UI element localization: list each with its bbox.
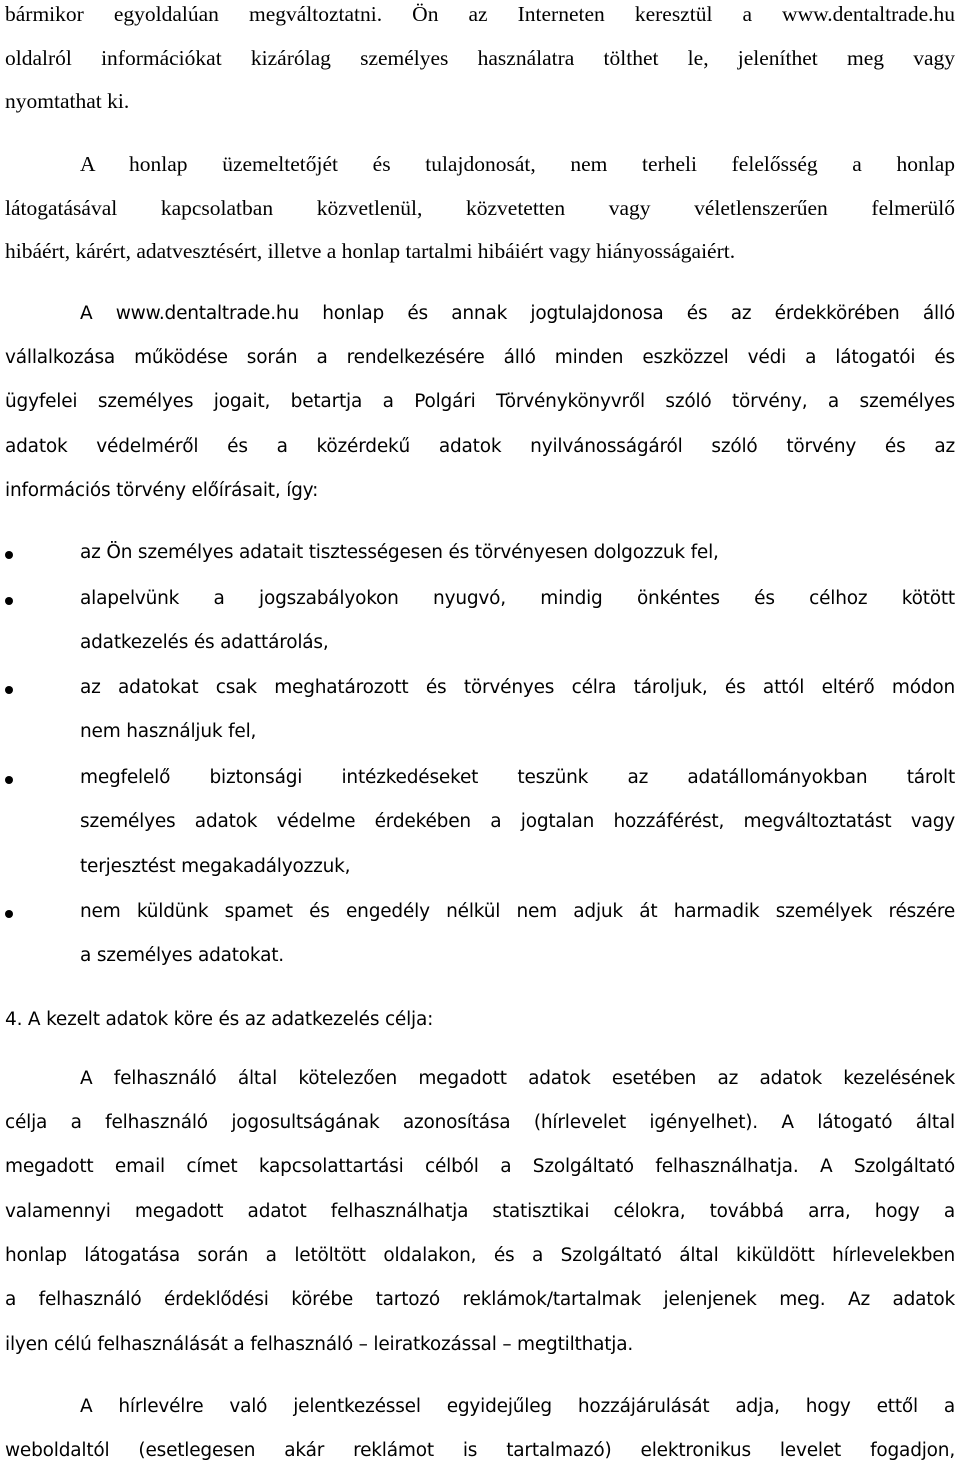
text-line: nyomtathat ki.: [5, 89, 130, 113]
text-line: A www.dentaltrade.hu honlap és annak jogtulajdonosa és az érdekkörében álló: [80, 303, 955, 324]
text-line: adatok védelméről és a közérdekű adatok nyilvánosságáról szóló törvény és az: [5, 436, 955, 457]
list-item-text: megfelelő biztonsági intézkedéseket teszünk az adatállományokban tárolt: [80, 767, 955, 788]
text-line: megadott email címet kapcsolattartási célból a Szolgáltató felhasználhatja. A Szolgáltató: [5, 1156, 955, 1177]
text-line: vállalkozása működése során a rendelkezésére álló minden eszközzel védi a látogatói és: [5, 347, 955, 368]
list-item-text: alapelvünk a jogszabályokon nyugvó, mindig önkéntes és célhoz kötött: [80, 588, 955, 609]
text-line: weboldaltól (esetlegesen akár reklámot is tartalmazó) elektronikus levelet fogadjon,: [5, 1440, 955, 1461]
text-line: a felhasználó érdeklődési körébe tartozó reklámok/tartalmak jelenjenek meg. Az adatok: [5, 1289, 955, 1310]
text-line: honlap látogatása során a letöltött oldalakon, és a Szolgáltató által kiküldött hírlevelekben: [5, 1245, 955, 1266]
list-item-text: a személyes adatokat.: [80, 945, 284, 966]
text-line: célja a felhasználó jogosultságának azonosítása (hírlevelet igényelhet). A látogató által: [5, 1112, 955, 1133]
text-line: A hírlevélre való jelentkezéssel egyidejűleg hozzájárulását adja, hogy ettől a: [80, 1396, 955, 1417]
text-line: ügyfelei személyes jogait, betartja a Polgári Törvénykönyvről szóló törvény, a személyes: [5, 391, 955, 412]
list-item-text: nem küldünk spamet és engedély nélkül nem adjuk át harmadik személyek részére: [80, 901, 955, 922]
bullet-icon: [5, 910, 13, 918]
list-item-text: terjesztést megakadályozzuk,: [80, 856, 351, 877]
bullet-icon: [5, 551, 13, 559]
text-line: hibáért, kárért, adatvesztésért, illetve a honlap tartalmi hibáiért vagy hiányosságaiért.: [5, 239, 736, 263]
text-line: A honlap üzemeltetőjét és tulajdonosát, nem terheli felelősség a honlap: [80, 152, 955, 176]
text-line: információs törvény előírásait, így:: [5, 480, 319, 501]
list-item-text: az adatokat csak meghatározott és törvényes célra tároljuk, és attól eltérő módon: [80, 677, 955, 698]
text-line: látogatásával kapcsolatban közvetlenül, közvetetten vagy véletlenszerűen felmerülő: [5, 196, 955, 220]
list-item-text: személyes adatok védelme érdekében a jogtalan hozzáférést, megváltoztatást vagy: [80, 811, 955, 832]
bullet-icon: [5, 597, 13, 605]
bullet-icon: [5, 776, 13, 784]
text-line: bármikor egyoldalúan megváltoztatni. Ön az Interneten keresztül a www.dentaltrade.hu: [5, 2, 955, 26]
list-item-text: nem használjuk fel,: [80, 721, 257, 742]
text-line: A felhasználó által kötelezően megadott adatok esetében az adatok kezelésének: [80, 1068, 955, 1089]
list-item-text: az Ön személyes adatait tisztességesen és törvényesen dolgozzuk fel,: [80, 542, 719, 563]
text-line: oldalról információkat kizárólag személyes használatra tölthet le, jeleníthet meg vagy: [5, 46, 955, 70]
text-line: ilyen célú felhasználását a felhasználó – leiratkozással – megtilthatja.: [5, 1334, 634, 1355]
section-heading: 4. A kezelt adatok köre és az adatkezelés célja:: [5, 1009, 434, 1030]
list-item-text: adatkezelés és adattárolás,: [80, 632, 329, 653]
bullet-icon: [5, 686, 13, 694]
text-line: valamennyi megadott adatot felhasználhatja statisztikai célokra, továbbá arra, hogy a: [5, 1201, 955, 1222]
